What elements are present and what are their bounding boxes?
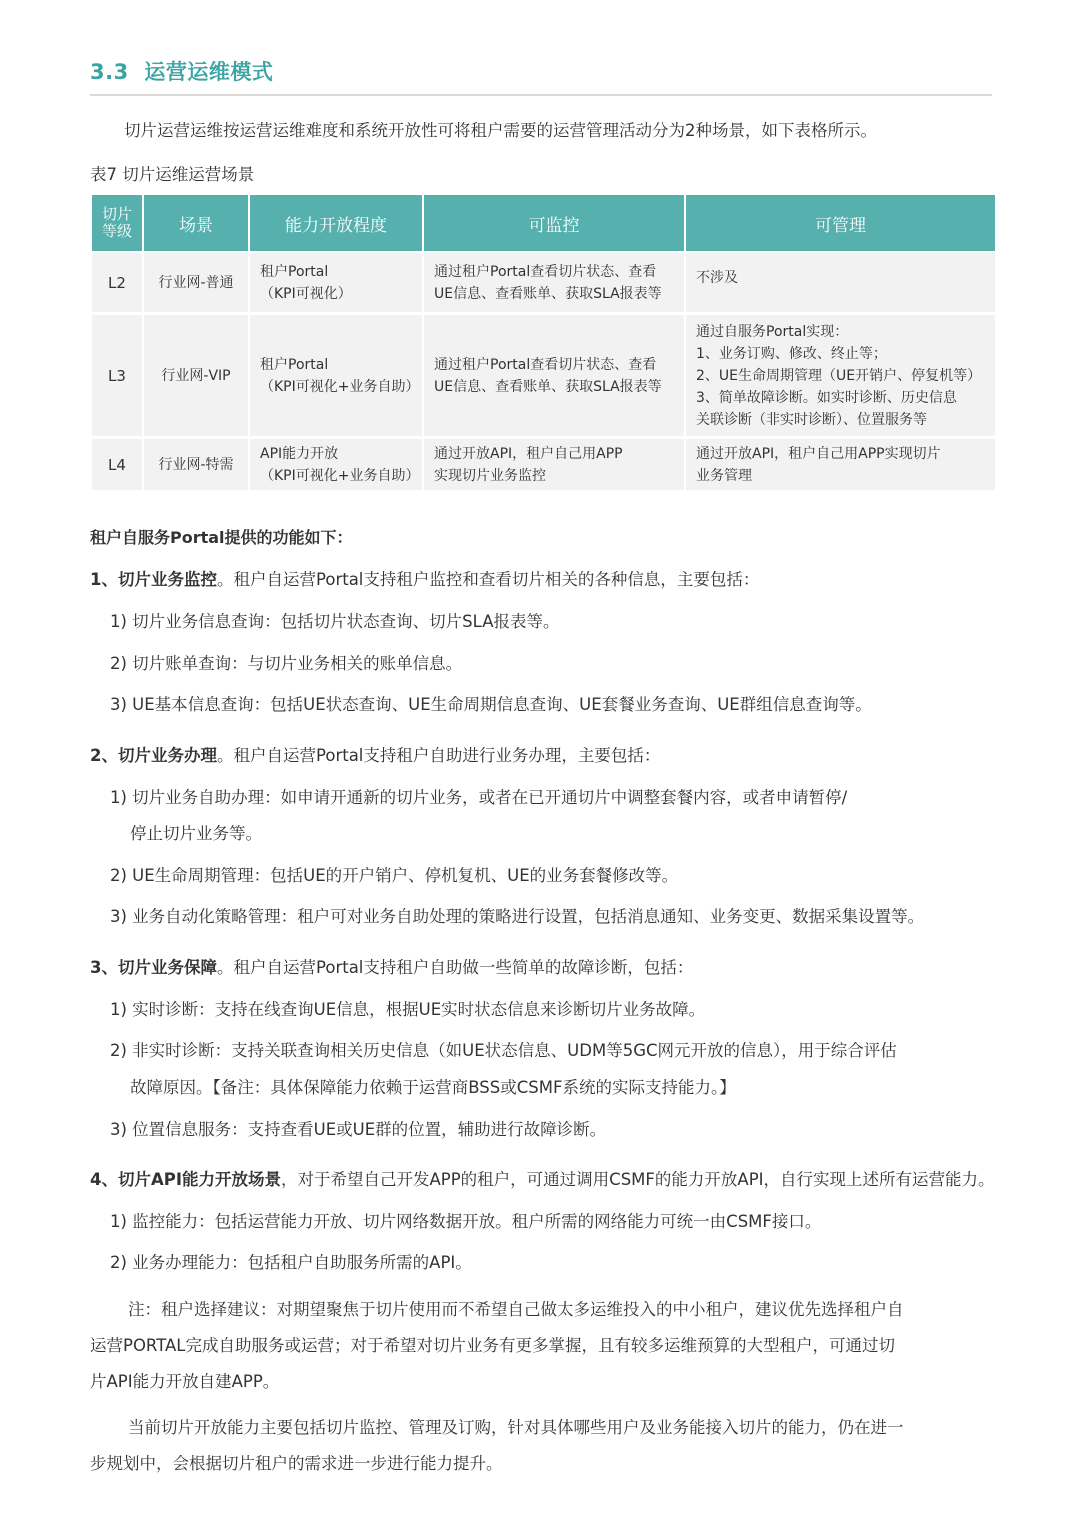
- row-scene: 行业网-特需: [144, 439, 248, 493]
- row-level: L3: [92, 315, 142, 439]
- row-openness: API能力开放 （KPI可视化+业务自助）: [250, 439, 422, 493]
- row-manage: 通过开放API，租户自己用APP实现切片 业务管理: [686, 439, 995, 493]
- portal-functions-heading: 租户自服务Portal提供的功能如下：: [90, 528, 353, 547]
- table-caption: 表7 切片运维运营场景: [90, 165, 255, 184]
- header-scene: 场景: [144, 195, 248, 253]
- section-title: [90, 56, 273, 86]
- item-heading-4: 4、切片API能力开放场景，对于希望自己开发APP的租户，可通过调用CSMF的能力开放API，自行实现上述所有运营能力。: [90, 1170, 995, 1189]
- closing-line: 步规划中，会根据切片租户的需求进一步进行能力提升。: [90, 1454, 503, 1473]
- table-row: [92, 439, 995, 493]
- item-heading-3: 3、切片业务保障。租户自运营Portal支持租户自助做一些简单的故障诊断，包括：: [90, 958, 694, 977]
- header-openness: 能力开放程度: [250, 195, 422, 253]
- row-scene: 行业网-VIP: [144, 315, 248, 439]
- table-row: [92, 315, 995, 439]
- table-row: [92, 253, 995, 315]
- list-item: 2) UE生命周期管理：包括UE的开户销户、停机复机、UE的业务套餐修改等。: [110, 866, 679, 885]
- list-item: 3) 位置信息服务：支持查看UE或UE群的位置，辅助进行故障诊断。: [110, 1120, 607, 1139]
- note-line: 注：租户选择建议：对期望聚焦于切片使用而不希望自己做太多运维投入的中小租户，建议优先选择租户自: [128, 1300, 904, 1319]
- row-monitor: 通过租户Portal查看切片状态、查看 UE信息、查看账单、获取SLA报表等: [424, 253, 684, 315]
- row-openness: 租户Portal （KPI可视化）: [250, 253, 422, 315]
- row-level: L2: [92, 253, 142, 315]
- list-item: 1) 切片业务自助办理：如申请开通新的切片业务，或者在已开通切片中调整套餐内容，或者申请暂停/: [110, 788, 848, 807]
- row-openness: 租户Portal （KPI可视化+业务自助）: [250, 315, 422, 439]
- row-level: L4: [92, 439, 142, 493]
- header-manage: 可管理: [686, 195, 995, 253]
- closing-line: 当前切片开放能力主要包括切片监控、管理及订购，针对具体哪些用户及业务能接入切片的能力，仍在进一: [128, 1418, 904, 1437]
- note-line: 运营PORTAL完成自助服务或运营；对于希望对切片业务有更多掌握，且有较多运维预算的大型租户，可通过切: [90, 1336, 895, 1355]
- list-item: 2) 非实时诊断：支持关联查询相关历史信息（如UE状态信息、UDM等5GC网元开放的信息），用于综合评估: [110, 1041, 897, 1060]
- header-level: 切片 等级: [92, 195, 142, 253]
- list-item: 2) 业务办理能力：包括租户自助服务所需的API。: [110, 1253, 472, 1272]
- header-monitor: 可监控: [424, 195, 684, 253]
- list-item-continuation: 故障原因。【备注：具体保障能力依赖于运营商BSS或CSMF系统的实际支持能力。】: [130, 1078, 736, 1097]
- table-header-row: [92, 195, 995, 253]
- section-title-text: 运营运维模式: [144, 60, 274, 84]
- row-monitor: 通过租户Portal查看切片状态、查看 UE信息、查看账单、获取SLA报表等: [424, 315, 684, 439]
- row-monitor: 通过开放API，租户自己用APP 实现切片业务监控: [424, 439, 684, 493]
- row-manage: 不涉及: [686, 253, 995, 315]
- row-manage: 通过自服务Portal实现： 1、业务订购、修改、终止等； 2、UE生命周期管理（UE开销户、停复机等） 3、简单故障诊断。如实时诊断、历史信息 关联诊断（非实时诊断）、位置服务等: [686, 315, 995, 439]
- item-heading-2: 2、切片业务办理。租户自运营Portal支持租户自助进行业务办理，主要包括：: [90, 746, 661, 765]
- list-item: 1) 实时诊断：支持在线查询UE信息，根据UE实时状态信息来诊断切片业务故障。: [110, 1000, 706, 1019]
- intro-paragraph: 切片运营运维按运营运维难度和系统开放性可将租户需要的运营管理活动分为2种场景，如下表格所示。: [124, 121, 877, 140]
- list-item: 1) 切片业务信息查询：包括切片状态查询、切片SLA报表等。: [110, 612, 560, 631]
- item-heading-1: 1、切片业务监控。租户自运营Portal支持租户监控和查看切片相关的各种信息，主要包括：: [90, 570, 760, 589]
- row-scene: 行业网-普通: [144, 253, 248, 315]
- title-divider: [90, 94, 992, 96]
- list-item: 2) 切片账单查询：与切片业务相关的账单信息。: [110, 654, 463, 673]
- list-item: 3) UE基本信息查询：包括UE状态查询、UE生命周期信息查询、UE套餐业务查询、UE群组信息查询等。: [110, 695, 872, 714]
- list-item: 3) 业务自动化策略管理：租户可对业务自助处理的策略进行设置，包括消息通知、业务变更、数据采集设置等。: [110, 907, 925, 926]
- list-item-continuation: 停止切片业务等。: [130, 824, 262, 843]
- note-line: 片API能力开放自建APP。: [90, 1372, 280, 1391]
- section-number: 3.3: [90, 60, 129, 84]
- scenario-table: [90, 195, 997, 493]
- list-item: 1) 监控能力：包括运营能力开放、切片网络数据开放。租户所需的网络能力可统一由CSMF接口。: [110, 1212, 822, 1231]
